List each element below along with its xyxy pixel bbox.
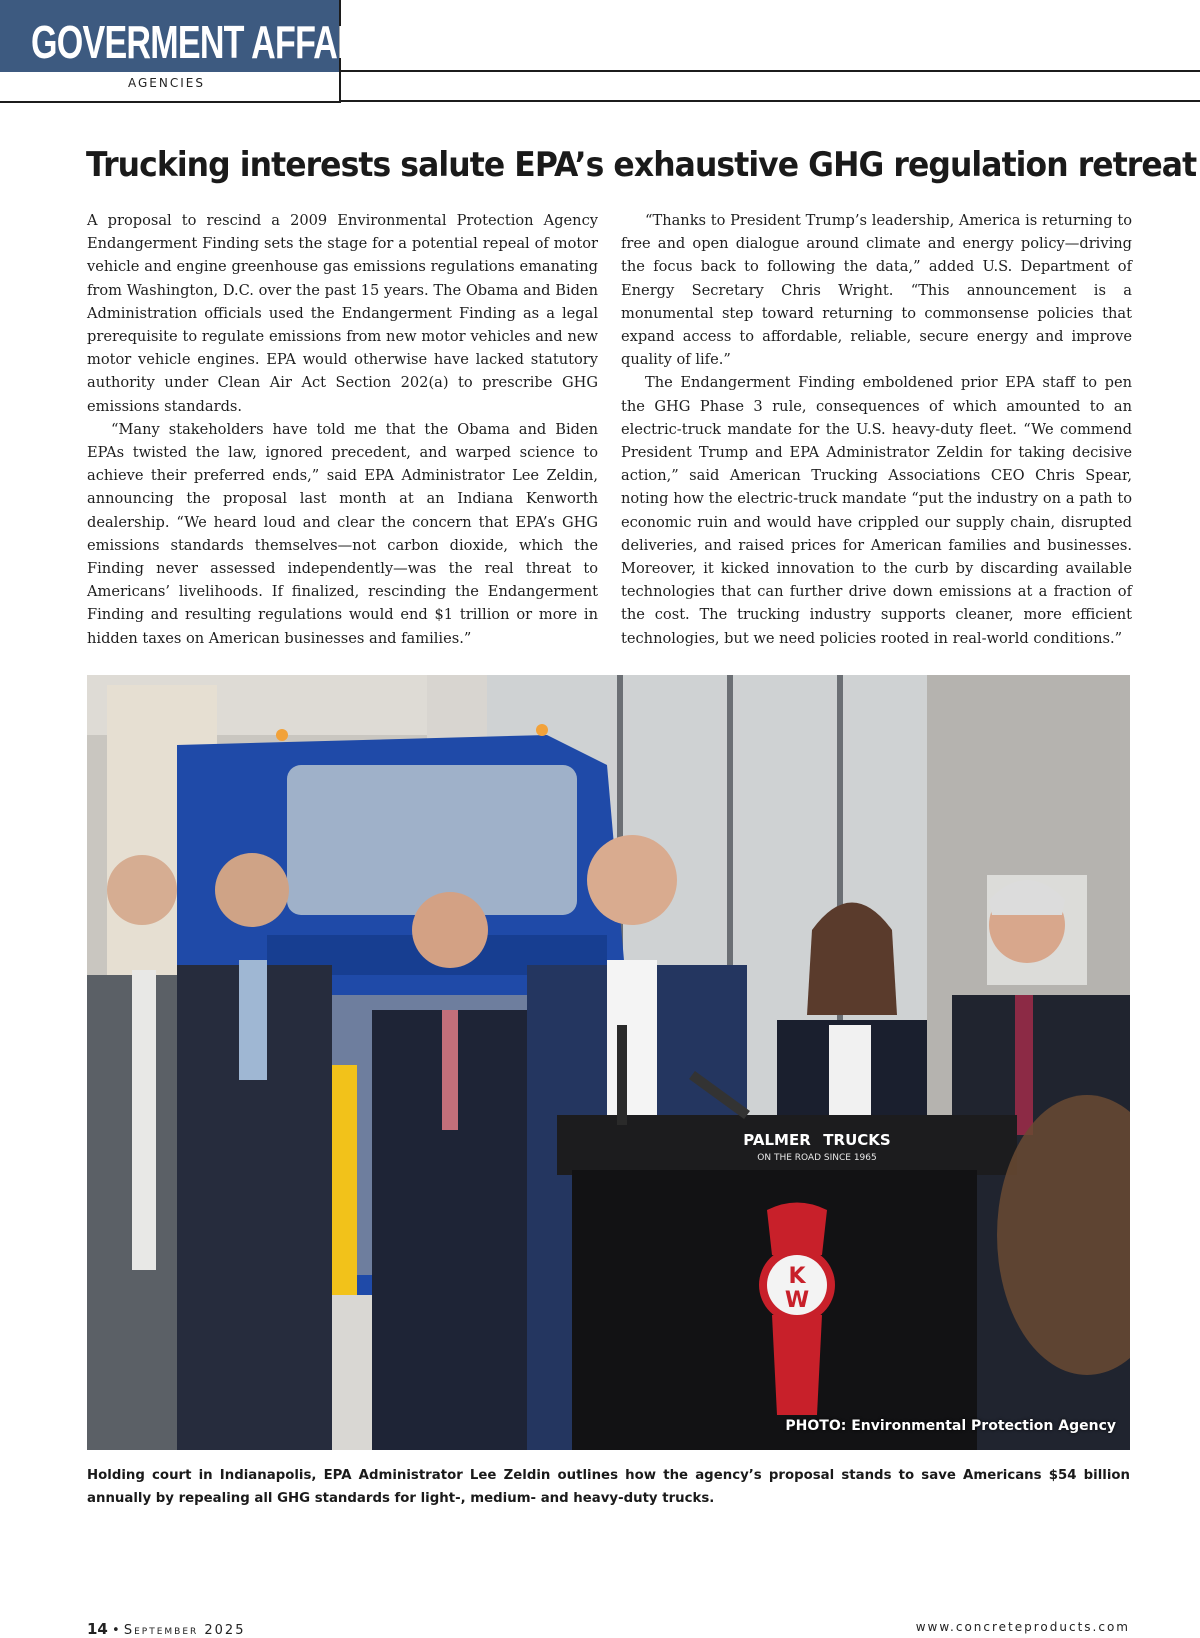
section-title: GOVERMENT AFFAIRS bbox=[31, 16, 392, 68]
page-footer bbox=[87, 1620, 1130, 1638]
marker-light bbox=[276, 729, 288, 741]
subsection-label: AGENCIES bbox=[128, 76, 205, 90]
article-headline: Trucking interests salute EPA’s exhaustive GHG regulation retreat bbox=[86, 145, 1197, 185]
podium-brand-text: PALMER bbox=[743, 1131, 811, 1149]
paragraph: “Many stakeholders have told me that the Obama and Biden EPAs twisted the law, ignored precedent, and warped science to achieve their preferred ends,” said EPA Administrator Lee Zeldin, announcing the proposal last month at an Indiana Kenworth dealership. “We heard loud and clear the concern that EPA’s GHG emissions standards themselves—not carbon dioxide, which the Finding never assessed independently—was the real threat to Americans’ livelihoods. If finalized, rescinding the Endangerment Finding and resulting regulations would end $1 trillion or more in hidden taxes on American businesses and families.” bbox=[87, 420, 598, 647]
paragraph: A proposal to rescind a 2009 Environmental Protection Agency Endangerment Finding sets the stage for a potential repeal of motor vehicle and engine greenhouse gas emissions regulations emanating from Washington, D.C. over the past 15 years. The Obama and Biden Administration officials used the Endangerment Finding as a legal prerequisite to regulate emissions from new motor vehicles and new motor vehicle engines. EPA would otherwise have lacked statutory authority under Clean Air Act Section 202(a) to prescribe GHG emissions standards. bbox=[87, 212, 598, 415]
photo-credit: PHOTO: Environmental Protection Agency bbox=[785, 1418, 1116, 1434]
issue-date: September 2025 bbox=[123, 1623, 246, 1638]
truck-windshield bbox=[287, 765, 577, 915]
logo-letter-w: W bbox=[784, 1288, 810, 1313]
website-url: www.concreteproducts.com bbox=[915, 1620, 1130, 1634]
photo-illustration bbox=[87, 675, 1130, 1450]
footer-separator: • bbox=[112, 1623, 120, 1638]
article-column-left bbox=[87, 209, 598, 650]
page-number: 14 bbox=[87, 1620, 108, 1638]
podium-brand-text-2: TRUCKS bbox=[823, 1131, 891, 1149]
photo-caption: Holding court in Indianapolis, EPA Administrator Lee Zeldin outlines how the agency’s proposal stands to save Americans $54 billion annually by repealing all GHG standards for light-, medium- and heavy-duty trucks. bbox=[87, 1468, 1130, 1506]
podium-tagline: ON THE ROAD SINCE 1965 bbox=[757, 1153, 877, 1163]
paragraph: “Thanks to President Trump’s leadership, America is returning to free and open dialogue around climate and energy policy—driving the focus back to following the data,” added U.S. Department of Energy Secretary Chris Wright. “This announcement is a monumental step toward returning to commonsense policies that expand access to affordable, reliable, secure energy and improve quality of life.” bbox=[621, 212, 1132, 369]
header-rule-bottom bbox=[341, 100, 1200, 102]
marker-light bbox=[536, 724, 548, 736]
article-column-right bbox=[621, 209, 1132, 650]
paragraph: The Endangerment Finding emboldened prior EPA staff to pen the GHG Phase 3 rule, consequences of which amounted to an electric-truck mandate for the U.S. heavy-duty fleet. “We commend President Trump and EPA Administrator Zeldin for taking decisive action,” said American Trucking Associations CEO Chris Spear, noting how the electric-truck mandate “put the industry on a path to economic ruin and would have crippled our supply chain, disrupted deliveries, and raised prices for American families and businesses. Moreover, it kicked innovation to the curb by discarding available technologies that can further drive down emissions at a fraction of the cost. The trucking industry supports cleaner, more efficient technologies, but we need policies rooted in real-world conditions.” bbox=[621, 374, 1132, 647]
header-rule-top bbox=[341, 70, 1200, 72]
press-conference-photo bbox=[87, 675, 1130, 1450]
logo-letter-k: K bbox=[788, 1264, 806, 1289]
